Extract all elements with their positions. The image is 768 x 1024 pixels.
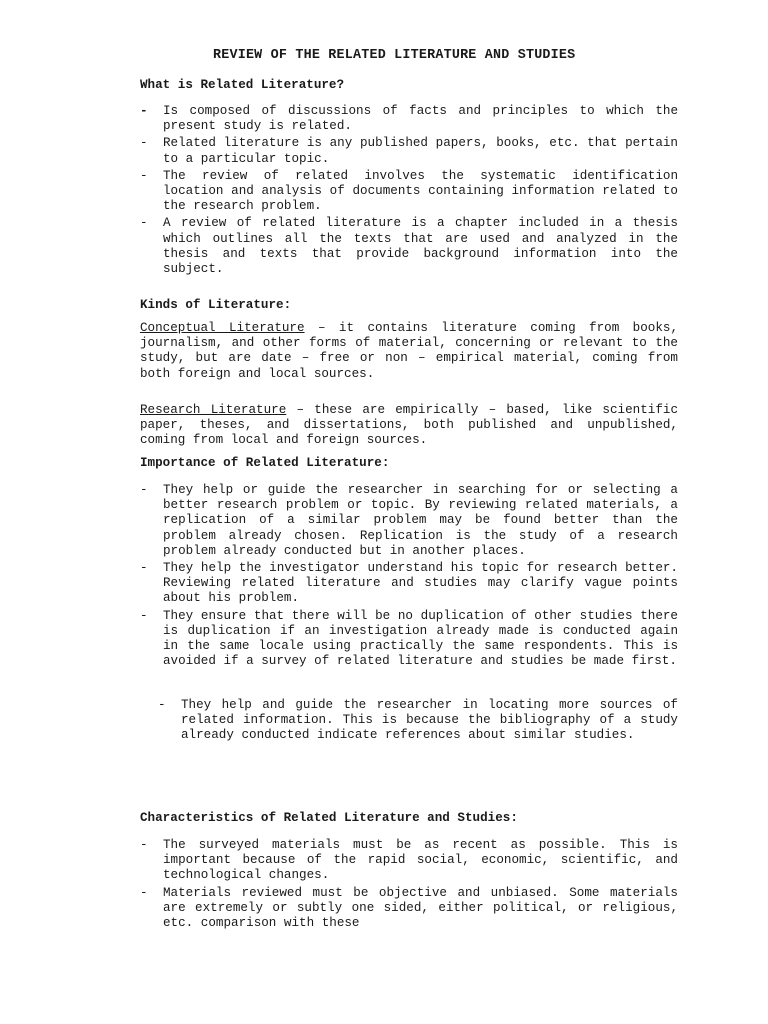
bullet-dash: - [158, 698, 166, 712]
importance-list [140, 483, 678, 671]
list-item [140, 169, 678, 215]
bullet-dash: - [140, 104, 148, 118]
list-item-text: They ensure that there will be no duplication of other studies there is duplication if an investigation already made is conducted again in the same locale using practically the same respondents. This is avoided if a survey of related literature and studies be made first. [163, 608, 678, 669]
research-literature-paragraph [140, 403, 678, 449]
bullet-dash: - [140, 483, 148, 497]
section-heading-importance-of-related-literature: Importance of Related Literature: [140, 456, 390, 470]
research-literature-text: – these are empirically – based, like scientific paper, theses, and dissertations, both published and unpublished, coming from local and foreign sources. [140, 403, 679, 448]
bullet-dash: - [140, 216, 148, 231]
list-item-text: A review of related literature is a chapter included in a thesis which outlines all the texts that are used and analyzed in the thesis and texts that provide background information into the subject. [163, 216, 678, 277]
list-item [140, 561, 678, 607]
research-literature-term: Research Literature [140, 403, 287, 417]
list-item [140, 136, 678, 166]
list-item-text: They help or guide the researcher in searching for or selecting a better research problem or topic. By reviewing related materials, a replication of a similar problem may be found better than the problem already chosen. Replication is the study of a research problem already conducted but in another places. [163, 483, 678, 558]
conceptual-literature-term: Conceptual Literature [140, 321, 305, 335]
section-heading-kinds-of-literature: Kinds of Literature: [140, 298, 292, 312]
bullet-dash: - [140, 168, 148, 183]
related-literature-definition-list [140, 104, 678, 279]
characteristics-list [140, 838, 678, 933]
conceptual-literature-text: – it contains literature coming from books, journalism, and other forms of material, concerning or relevant to the study, but are date – free or non – empirical material, coming from both foreign and local sources. [140, 321, 678, 381]
list-item-text: Related literature is any published papers, books, etc. that pertain to a particular topic. [163, 136, 678, 166]
list-item [140, 838, 678, 884]
bullet-dash: - [140, 885, 148, 900]
list-item-text: They help and guide the researcher in locating more sources of related information. This is because the bibliography of a study already conducted indicate references about similar studies. [181, 698, 678, 743]
list-item [140, 886, 678, 932]
bullet-dash: - [140, 838, 148, 852]
list-item [140, 609, 678, 670]
list-item [140, 483, 678, 559]
section-heading-what-is-related-literature: What is Related Literature? [140, 78, 345, 92]
page-title: REVIEW OF THE RELATED LITERATURE AND STUDIES [213, 48, 576, 63]
list-item-text: They help the investigator understand his topic for research better. Reviewing related literature and studies may clarify vague points about his problem. [163, 561, 678, 606]
section-heading-characteristics: Characteristics of Related Literature and Studies: [140, 811, 518, 825]
list-item-text: The surveyed materials must be as recent as possible. This is important because of the rapid social, economic, scientific, and technological changes. [163, 838, 678, 883]
list-item [140, 104, 678, 134]
list-item-text: Is composed of discussions of facts and principles to which the present study is related. [163, 104, 678, 134]
bullet-dash: - [140, 561, 148, 576]
bullet-dash: - [140, 608, 148, 623]
list-item [158, 698, 678, 744]
importance-sublist [158, 698, 678, 746]
list-item [140, 216, 678, 277]
conceptual-literature-paragraph [140, 321, 678, 382]
list-item-text: Materials reviewed must be objective and unbiased. Some materials are extremely or subtly one sided, either political, or religious, etc. comparison with these [163, 885, 678, 931]
list-item-text: The review of related involves the systematic identification location and analysis of documents containing information related to the research problem. [163, 168, 678, 214]
bullet-dash: - [140, 136, 148, 151]
